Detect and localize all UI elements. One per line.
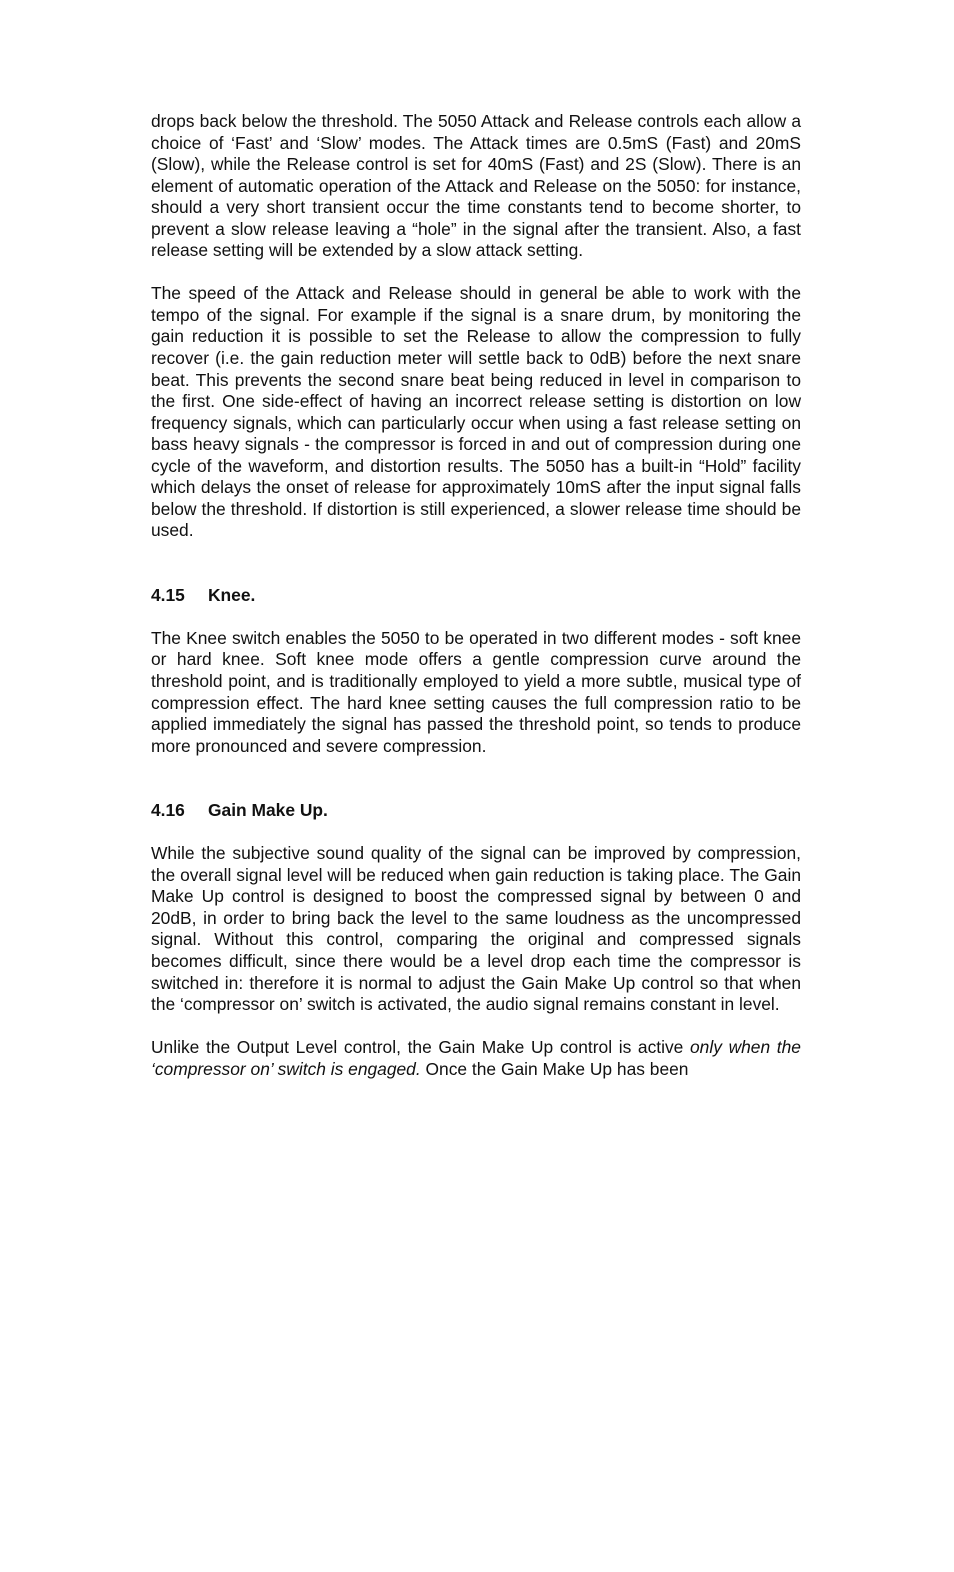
section-number: 4.15 bbox=[151, 584, 185, 605]
paragraph-gap bbox=[151, 262, 801, 284]
paragraph-gap bbox=[151, 822, 801, 844]
paragraph-gap bbox=[151, 1016, 801, 1038]
document-page bbox=[151, 111, 801, 1080]
paragraph-knee: The Knee switch enables the 5050 to be operated in two different modes - soft knee or hard knee. Soft knee mode offers a gentle compression curve around the threshold point, and is traditionally employed to yield a more subtle, musical type of compression effect. The hard knee setting causes the full compression ratio to be applied immediately the signal has passed the threshold point, so tends to produce more pronounced and severe compression. bbox=[151, 627, 801, 756]
paragraph-attack-release-times: drops back below the threshold. The 5050 Attack and Release controls each allow a choice of ‘Fast’ and ‘Slow’ modes. The Attack times are 0.5mS (Fast) and 20mS (Slow), while the Release control is set for 40mS (Fast) and 2S (Slow). There is an element of automatic operation of the Attack and Release on the 5050: for instance, should a very short transient occur the time constants tend to become shorter, to prevent a slow release leaving a “hole” in the signal after the transient. Also, a fast release setting will be extended by a slow attack setting. bbox=[151, 111, 801, 261]
text-run: Unlike the Output Level control, the Gain Make Up control is active bbox=[151, 1037, 691, 1058]
emphasis-text: only when the ‘compressor on’ switch is engaged. bbox=[151, 1037, 801, 1079]
paragraph-gap bbox=[151, 606, 801, 628]
section-number: 4.16 bbox=[151, 800, 185, 821]
section-title: Gain Make Up. bbox=[208, 800, 328, 821]
paragraph-attack-release-tempo: The speed of the Attack and Release should in general be able to work with the tempo of the signal. For example if the signal is a snare drum, by monitoring the gain reduction it is possible to set the Release to allow the compression to fully recover (i.e. the gain reduction meter will settle back to 0dB) before the next snare beat. This prevents the second snare beat being reduced in level in comparison to the first. One side-effect of having an incorrect release setting is distortion on low frequency signals, which can particularly occur when using a fast release setting on bass heavy signals - the compressor is forced in and out of compression during one cycle of the waveform, and distortion results. The 5050 has a built-in “Hold” facility which delays the onset of release for approximately 10mS after the input signal falls below the threshold. If distortion is still experienced, a slower release time should be used. bbox=[151, 283, 801, 541]
section-heading-gain-make-up bbox=[151, 800, 801, 822]
section-title: Knee. bbox=[208, 584, 256, 605]
text-run: Once the Gain Make Up has been bbox=[420, 1058, 689, 1079]
paragraph-gain-make-up: While the subjective sound quality of the signal can be improved by compression, the overall signal level will be reduced when gain reduction is taking place. The Gain Make Up control is designed to boost the compressed signal by between 0 and 20dB, in order to bring back the level to the same loudness as the uncompressed signal. Without this control, comparing the original and compressed signals becomes difficult, since there would be a level drop each time the compressor is switched in: therefore it is normal to adjust the Gain Make Up control so that when the ‘compressor on’ switch is activated, the audio signal remains constant in level. bbox=[151, 843, 801, 1015]
section-gap bbox=[151, 542, 801, 585]
section-gap bbox=[151, 757, 801, 800]
section-heading-knee bbox=[151, 585, 801, 607]
paragraph-gain-make-up-active bbox=[151, 1037, 801, 1080]
